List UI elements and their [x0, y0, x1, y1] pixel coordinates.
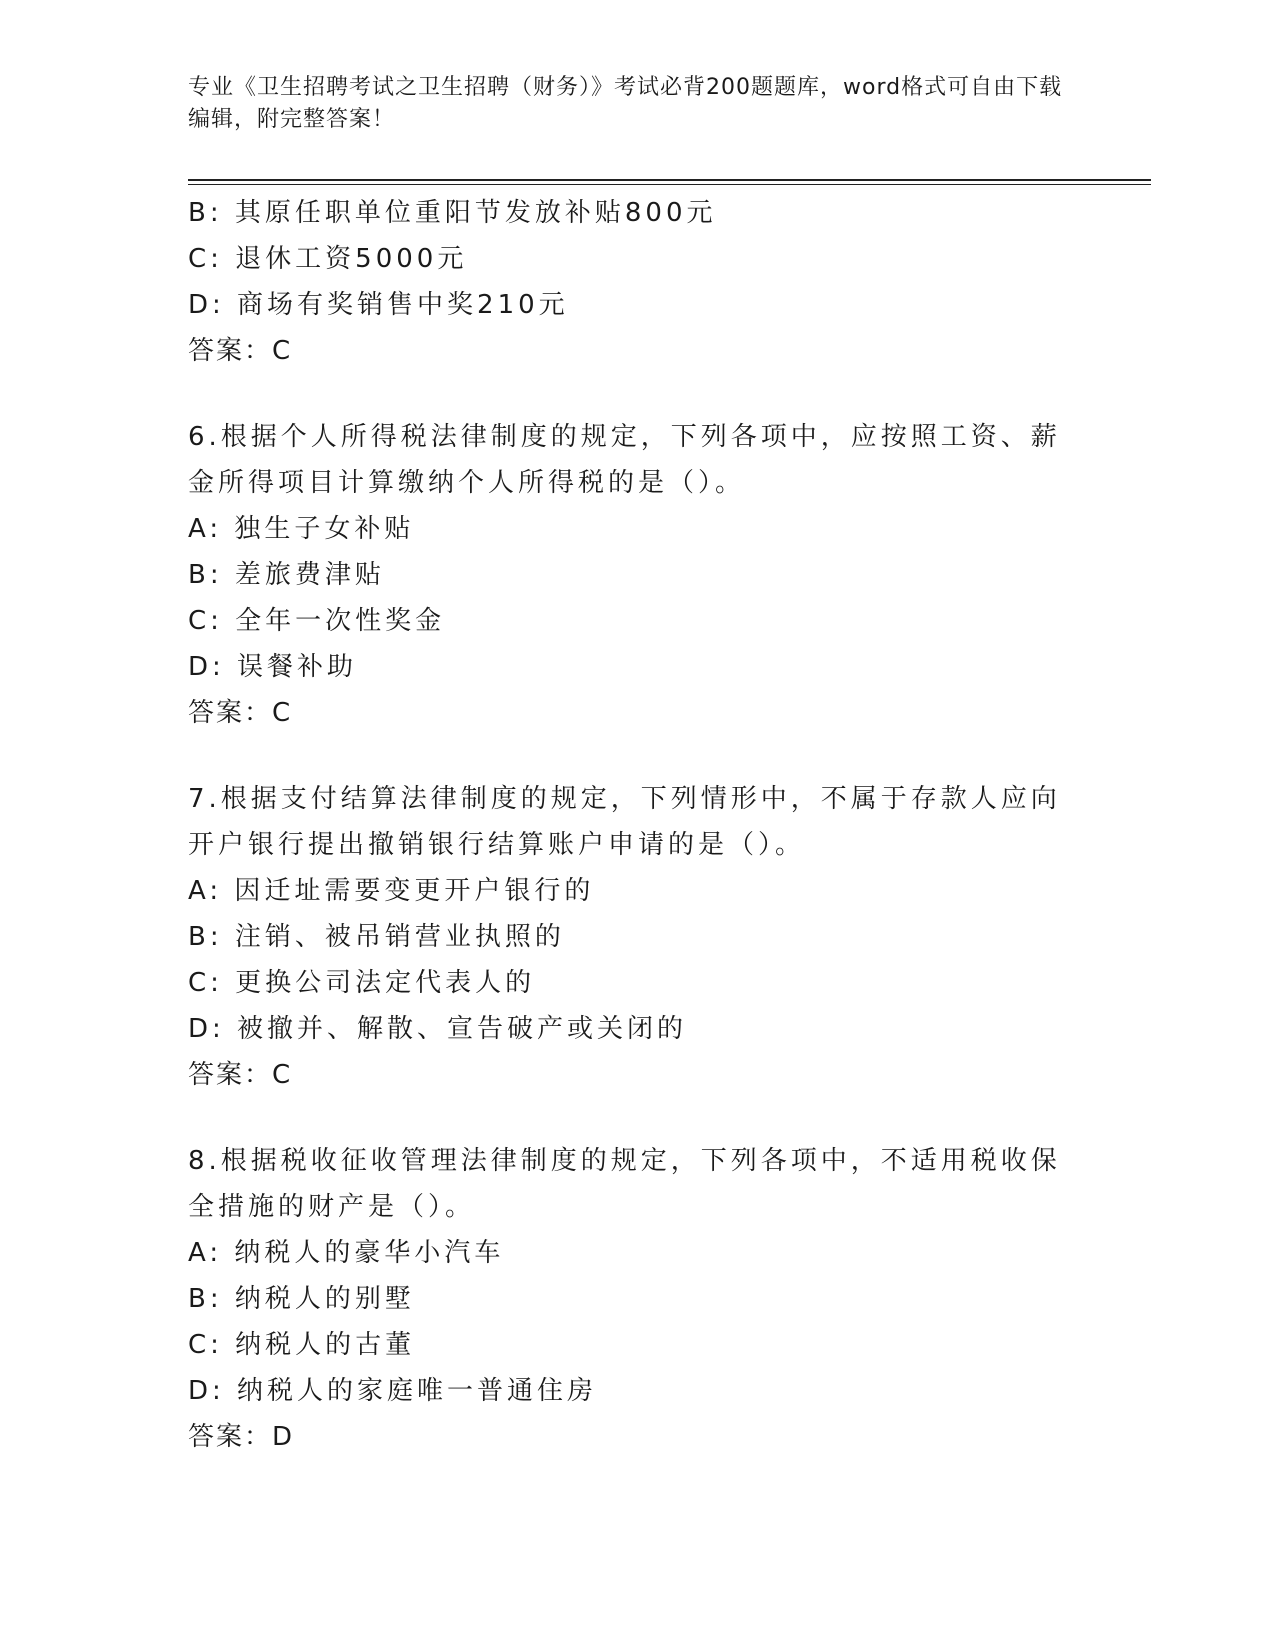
question-block-6 — [188, 414, 1068, 736]
question-block-8 — [188, 1138, 1068, 1460]
option-d: D: 纳税人的家庭唯一普通住房 — [188, 1376, 598, 1406]
document-header: 专业《卫生招聘考试之卫生招聘（财务）》考试必背200题题库，word格式可自由下载编辑，附完整答案！ — [188, 75, 1063, 132]
answer-line: 答案：C — [188, 1060, 293, 1090]
option-c: C: 全年一次性奖金 — [188, 606, 446, 636]
option-c: C: 纳税人的古董 — [188, 1330, 416, 1360]
option-a: A: 因迁址需要变更开户银行的 — [188, 876, 595, 906]
question-block-5 — [188, 190, 1068, 374]
option-c: C: 更换公司法定代表人的 — [188, 968, 536, 998]
question-list — [188, 190, 1068, 1460]
block-spacer — [188, 736, 1068, 776]
option-d: D: 被撤并、解散、宣告破产或关闭的 — [188, 1014, 688, 1044]
answer-line: 答案：C — [188, 336, 293, 366]
header-rule-thin — [188, 184, 1151, 185]
option-d: D: 商场有奖销售中奖210元 — [188, 290, 569, 320]
option-d: D: 误餐补助 — [188, 652, 358, 682]
question-stem: 8.根据税收征收管理法律制度的规定，下列各项中，不适用税收保全措施的财产是（）。 — [188, 1146, 1061, 1222]
question-stem: 7.根据支付结算法律制度的规定，下列情形中，不属于存款人应向开户银行提出撤销银行结算账户申请的是（）。 — [188, 784, 1061, 860]
question-stem: 6.根据个人所得税法律制度的规定，下列各项中，应按照工资、薪金所得项目计算缴纳个人所得税的是（）。 — [188, 422, 1061, 498]
header-rule-thick — [188, 179, 1151, 181]
answer-line: 答案：C — [188, 698, 293, 728]
question-block-7 — [188, 776, 1068, 1098]
option-a: A: 纳税人的豪华小汽车 — [188, 1238, 505, 1268]
answer-line: 答案：D — [188, 1422, 295, 1452]
option-b: B: 差旅费津贴 — [188, 560, 385, 590]
option-b: B: 其原任职单位重阳节发放补贴800元 — [188, 198, 717, 228]
option-c: C: 退休工资5000元 — [188, 244, 468, 274]
option-b: B: 纳税人的别墅 — [188, 1284, 415, 1314]
block-spacer — [188, 1098, 1068, 1138]
option-a: A: 独生子女补贴 — [188, 514, 415, 544]
block-spacer — [188, 374, 1068, 414]
option-b: B: 注销、被吊销营业执照的 — [188, 922, 565, 952]
